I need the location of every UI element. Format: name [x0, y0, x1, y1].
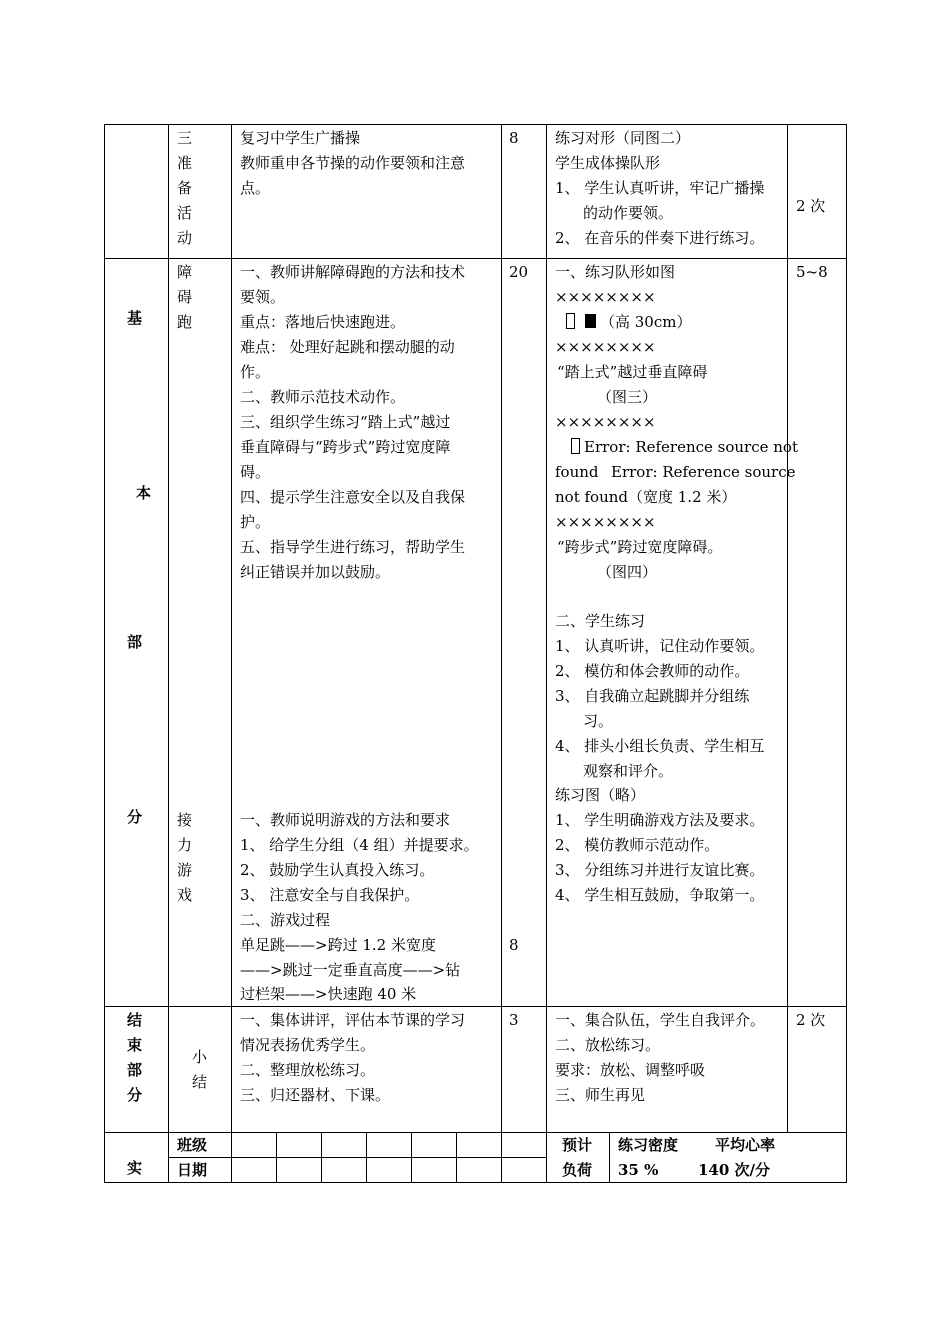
summary-teacher-line: 情况表扬优秀学生。: [240, 1036, 376, 1054]
broken-figure-icon: [571, 438, 580, 454]
summary-teacher-line: 三、归还器材、下课。: [240, 1086, 391, 1104]
hurdle-time: 20: [509, 263, 529, 281]
section-basic-char: 基: [127, 309, 143, 327]
relay-teacher-line: 一、教师说明游戏的方法和要求: [240, 811, 451, 829]
col-divider-item: [168, 124, 169, 1183]
prep-student-line: 学生成体操队形: [555, 154, 661, 172]
section-end-char: 分: [127, 1086, 143, 1104]
hurdle-count: 5~8: [796, 263, 828, 281]
footer-grid-line: [411, 1132, 412, 1183]
prep-student-line: 练习对形（同图二）: [555, 129, 691, 147]
density-label: 练习密度: [618, 1136, 679, 1154]
col-divider-student: [546, 124, 547, 1183]
practice-line: 1、 认真听讲，记住动作要领。: [555, 637, 765, 655]
prep-student-line: 的动作要领。: [583, 204, 674, 222]
footer-grid-line: [321, 1132, 322, 1183]
summary-student-line: 三、师生再见: [555, 1086, 646, 1104]
col-divider-time: [501, 124, 502, 1183]
relay-item-char: 戏: [177, 886, 193, 904]
relay-student-line: 3、 分组练习并进行友谊比赛。: [555, 861, 765, 879]
footer-grid-line: [609, 1132, 610, 1183]
footer-grid-line: [366, 1132, 367, 1183]
hurdle-teacher-line: 要领。: [240, 288, 286, 306]
summary-student-line: 要求：放松、调整呼吸: [555, 1061, 706, 1079]
heart-rate-value: 140 次/分: [698, 1161, 771, 1179]
prep-count: 2 次: [796, 197, 826, 215]
section-shi-char: 实: [127, 1159, 143, 1177]
formation-crosses: ××××××××: [555, 338, 656, 356]
hurdle-teacher-line: 重点：落地后快速跑进。: [240, 313, 406, 331]
row-divider-prep: [104, 258, 846, 259]
practice-line: 习。: [583, 712, 614, 730]
footer-grid-line: [276, 1132, 277, 1183]
relay-teacher-line: 过栏架——>快速跑 40 米: [240, 985, 417, 1003]
practice-line: 练习图（略）: [555, 786, 646, 804]
practice-line: 4、 排头小组长负责、学生相互: [555, 737, 765, 755]
summary-student-line: 一、集合队伍，学生自我评介。: [555, 1011, 766, 1029]
error-reference-text: Error: Reference source not: [584, 438, 798, 456]
hurdle-block-icon: [585, 314, 596, 328]
formation-title: 一、练习队形如图: [555, 263, 676, 281]
hurdle-teacher-line: 纠正错误并加以鼓励。: [240, 563, 391, 581]
row-divider-footer: [168, 1157, 546, 1158]
prep-item-char: 三: [177, 129, 193, 147]
hurdle-item-char: 碍: [177, 288, 193, 306]
col-divider-count: [787, 124, 788, 1132]
error-reference-text: Error: Reference source: [611, 463, 796, 481]
relay-teacher-line: 单足跳——>跨过 1.2 米宽度: [240, 936, 436, 954]
stride-label: “跨步式”跨过宽度障碍。: [557, 538, 723, 556]
class-label: 班级: [177, 1136, 208, 1154]
hurdle-height-note: （高 30cm）: [600, 313, 692, 331]
relay-student-line: 1、 学生明确游戏方法及要求。: [555, 811, 765, 829]
forecast-label: 预计: [562, 1136, 593, 1154]
footer-grid-line: [456, 1132, 457, 1183]
forecast-label: 负荷: [562, 1161, 593, 1179]
relay-teacher-line: ——>跳过一定垂直高度——>钻: [240, 961, 461, 979]
hurdle-teacher-line: 一、教师讲解障碍跑的方法和技术: [240, 263, 466, 281]
practice-line: 观察和评介。: [583, 762, 674, 780]
practice-title: 二、学生练习: [555, 612, 646, 630]
section-basic-char: 分: [127, 808, 143, 826]
summary-item-char: 结: [192, 1073, 208, 1091]
prep-teacher-line: 点。: [240, 179, 271, 197]
row-divider-basic: [104, 1006, 846, 1007]
section-end-char: 束: [127, 1036, 143, 1054]
hurdle-height-line: [566, 310, 691, 335]
relay-teacher-line: 3、 注意安全与自我保护。: [240, 886, 420, 904]
figure-4-caption: （图四）: [597, 563, 658, 581]
relay-teacher-line: 二、游戏过程: [240, 911, 331, 929]
relay-time: 8: [509, 936, 519, 954]
heart-rate-label: 平均心率: [715, 1136, 776, 1154]
relay-item-char: 接: [177, 811, 193, 829]
summary-count: 2 次: [796, 1011, 826, 1029]
prep-student-line: 2、 在音乐的伴奏下进行练习。: [555, 229, 765, 247]
hurdle-item-char: 跑: [177, 313, 193, 331]
table-top-border: [104, 124, 846, 125]
formation-crosses: ××××××××: [555, 513, 656, 531]
hurdle-teacher-line: 四、提示学生注意安全以及自我保: [240, 488, 466, 506]
summary-item-char: 小: [192, 1048, 208, 1066]
relay-item-char: 游: [177, 861, 193, 879]
hurdle-teacher-line: 垂直障碍与“跨步式”跨过宽度障: [240, 438, 451, 456]
formation-crosses: ××××××××: [555, 288, 656, 306]
hurdle-teacher-line: 护。: [240, 513, 271, 531]
summary-teacher-line: 一、集体讲评，评估本节课的学习: [240, 1011, 466, 1029]
hurdle-teacher-line: 作。: [240, 363, 271, 381]
prep-teacher-line: 教师重申各节操的动作要领和注意: [240, 154, 466, 172]
prep-item-char: 备: [177, 179, 193, 197]
relay-student-line: 4、 学生相互鼓励，争取第一。: [555, 886, 765, 904]
relay-item-char: 力: [177, 836, 193, 854]
section-basic-char: 本: [136, 484, 152, 502]
prep-time: 8: [509, 129, 519, 147]
summary-time: 3: [509, 1011, 519, 1029]
error-reference-line: [571, 435, 798, 460]
formation-crosses: ××××××××: [555, 413, 656, 431]
step-on-label: “踏上式”越过垂直障碍: [557, 363, 708, 381]
error-reference-text: not found（宽度 1.2 米）: [555, 488, 737, 506]
error-reference-text: found: [555, 463, 599, 481]
date-label: 日期: [177, 1161, 208, 1179]
hurdle-item-char: 障: [177, 263, 193, 281]
prep-teacher-line: 复习中学生广播操: [240, 129, 361, 147]
relay-teacher-line: 1、 给学生分组（4 组）并提要求。: [240, 836, 479, 854]
hurdle-teacher-line: 二、教师示范技术动作。: [240, 388, 406, 406]
practice-line: 3、 自我确立起跳脚并分组练: [555, 687, 750, 705]
section-basic-char: 部: [127, 633, 143, 651]
table-right-border: [846, 124, 847, 1183]
prep-item-char: 准: [177, 154, 193, 172]
prep-item-char: 活: [177, 204, 193, 222]
summary-teacher-line: 二、整理放松练习。: [240, 1061, 376, 1079]
section-end-char: 部: [127, 1061, 143, 1079]
section-end-char: 结: [127, 1011, 143, 1029]
hurdle-teacher-line: 三、组织学生练习“踏上式”越过: [240, 413, 451, 431]
relay-student-line: 2、 模仿教师示范动作。: [555, 836, 720, 854]
relay-teacher-line: 2、 鼓励学生认真投入练习。: [240, 861, 435, 879]
density-value: 35 %: [618, 1161, 659, 1179]
hurdle-teacher-line: 难点： 处理好起跳和摆动腿的动: [240, 338, 455, 356]
col-divider-teacher: [231, 124, 232, 1183]
hurdle-teacher-line: 五、指导学生进行练习，帮助学生: [240, 538, 466, 556]
prep-item-char: 动: [177, 229, 193, 247]
practice-line: 2、 模仿和体会教师的动作。: [555, 662, 750, 680]
broken-figure-icon: [566, 313, 575, 329]
table-left-border: [104, 124, 105, 1183]
hurdle-teacher-line: 碍。: [240, 463, 271, 481]
figure-3-caption: （图三）: [597, 388, 658, 406]
summary-student-line: 二、放松练习。: [555, 1036, 661, 1054]
prep-student-line: 1、 学生认真听讲，牢记广播操: [555, 179, 765, 197]
